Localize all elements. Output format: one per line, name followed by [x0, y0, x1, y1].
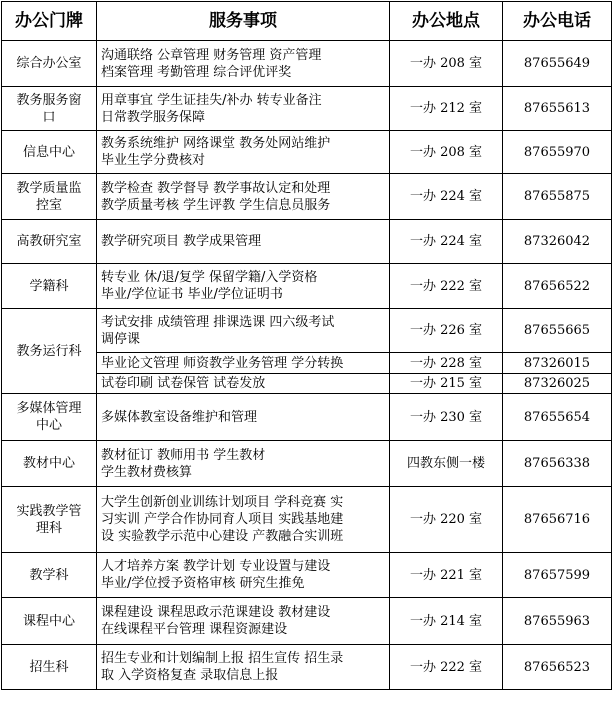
phone-cell: 87655613	[503, 87, 612, 131]
table-row	[2, 41, 612, 87]
header-row	[2, 2, 612, 41]
dept-cell: 教学质量监 控室	[2, 174, 97, 220]
header-location: 办公地点	[390, 2, 503, 41]
service-cell: 人才培养方案 教学计划 专业设置与建设 毕业/学位授予资格审核 研究生推免	[97, 553, 390, 598]
dept-cell: 学籍科	[2, 264, 97, 309]
location-cell: 一办 224 室	[390, 220, 503, 264]
phone-cell: 87655875	[503, 174, 612, 220]
location-cell: 一办 208 室	[390, 131, 503, 174]
header-service: 服务事项	[97, 2, 390, 41]
service-cell: 课程建设 课程思政示范课建设 教材建设 在线课程平台管理 课程资源建设	[97, 598, 390, 645]
dept-cell: 招生科	[2, 645, 97, 690]
dept-cell: 信息中心	[2, 131, 97, 174]
table-row	[2, 487, 612, 553]
service-cell: 教材征订 教师用书 学生教材 学生教材费核算	[97, 441, 390, 487]
phone-cell: 87657599	[503, 553, 612, 598]
phone-cell: 87326015	[503, 353, 612, 374]
table-row	[2, 174, 612, 220]
service-cell: 考试安排 成绩管理 排课选课 四六级考试 调停课	[97, 309, 390, 353]
phone-cell: 87326025	[503, 374, 612, 394]
service-cell: 用章事宜 学生证挂失/补办 转专业备注 日常教学服务保障	[97, 87, 390, 131]
location-cell: 一办 226 室	[390, 309, 503, 353]
table-row	[2, 131, 612, 174]
dept-cell: 综合办公室	[2, 41, 97, 87]
location-cell: 一办 221 室	[390, 553, 503, 598]
phone-cell: 87656522	[503, 264, 612, 309]
service-cell: 教务系统维护 网络课堂 教务处网站维护 毕业生学分费核对	[97, 131, 390, 174]
dept-cell: 多媒体管理 中心	[2, 394, 97, 441]
location-cell: 一办 222 室	[390, 645, 503, 690]
location-cell: 一办 214 室	[390, 598, 503, 645]
phone-cell: 87655649	[503, 41, 612, 87]
table-row	[2, 553, 612, 598]
table-row	[2, 441, 612, 487]
dept-cell: 教务运行科	[2, 309, 97, 394]
dept-cell: 高教研究室	[2, 220, 97, 264]
table-row	[2, 645, 612, 690]
service-cell: 毕业论文管理 师资教学业务管理 学分转换	[97, 353, 390, 374]
dept-cell: 教务服务窗 口	[2, 87, 97, 131]
header-dept: 办公门牌	[2, 2, 97, 41]
service-cell: 试卷印刷 试卷保管 试卷发放	[97, 374, 390, 394]
dept-cell: 实践教学管 理科	[2, 487, 97, 553]
header-phone: 办公电话	[503, 2, 612, 41]
phone-cell: 87656338	[503, 441, 612, 487]
phone-cell: 87655970	[503, 131, 612, 174]
table-row	[2, 598, 612, 645]
table-row	[2, 220, 612, 264]
location-cell: 一办 222 室	[390, 264, 503, 309]
phone-cell: 87656523	[503, 645, 612, 690]
table-row	[2, 309, 612, 353]
service-cell: 教学研究项目 教学成果管理	[97, 220, 390, 264]
table-row	[2, 264, 612, 309]
phone-cell: 87656716	[503, 487, 612, 553]
service-cell: 多媒体教室设备维护和管理	[97, 394, 390, 441]
dept-cell: 教学科	[2, 553, 97, 598]
service-cell: 大学生创新创业训练计划项目 学科竞赛 实 习实训 产学合作协同育人项目 实践基地建 设 实验教学示范中心建设 产教融合实训班	[97, 487, 390, 553]
service-cell: 沟通联络 公章管理 财务管理 资产管理 档案管理 考勤管理 综合评优评奖	[97, 41, 390, 87]
service-cell: 转专业 休/退/复学 保留学籍/入学资格 毕业/学位证书 毕业/学位证明书	[97, 264, 390, 309]
location-cell: 一办 212 室	[390, 87, 503, 131]
location-cell: 一办 230 室	[390, 394, 503, 441]
location-cell: 一办 224 室	[390, 174, 503, 220]
location-cell: 四教东侧一楼	[390, 441, 503, 487]
service-cell: 教学检查 教学督导 教学事故认定和处理 教学质量考核 学生评教 学生信息员服务	[97, 174, 390, 220]
phone-cell: 87326042	[503, 220, 612, 264]
location-cell: 一办 215 室	[390, 374, 503, 394]
dept-cell: 教材中心	[2, 441, 97, 487]
phone-cell: 87655654	[503, 394, 612, 441]
dept-cell: 课程中心	[2, 598, 97, 645]
table-row	[2, 87, 612, 131]
service-cell: 招生专业和计划编制上报 招生宣传 招生录 取 入学资格复查 录取信息上报	[97, 645, 390, 690]
office-directory-table	[1, 1, 612, 690]
table-row	[2, 394, 612, 441]
location-cell: 一办 208 室	[390, 41, 503, 87]
phone-cell: 87655665	[503, 309, 612, 353]
phone-cell: 87655963	[503, 598, 612, 645]
location-cell: 一办 228 室	[390, 353, 503, 374]
location-cell: 一办 220 室	[390, 487, 503, 553]
